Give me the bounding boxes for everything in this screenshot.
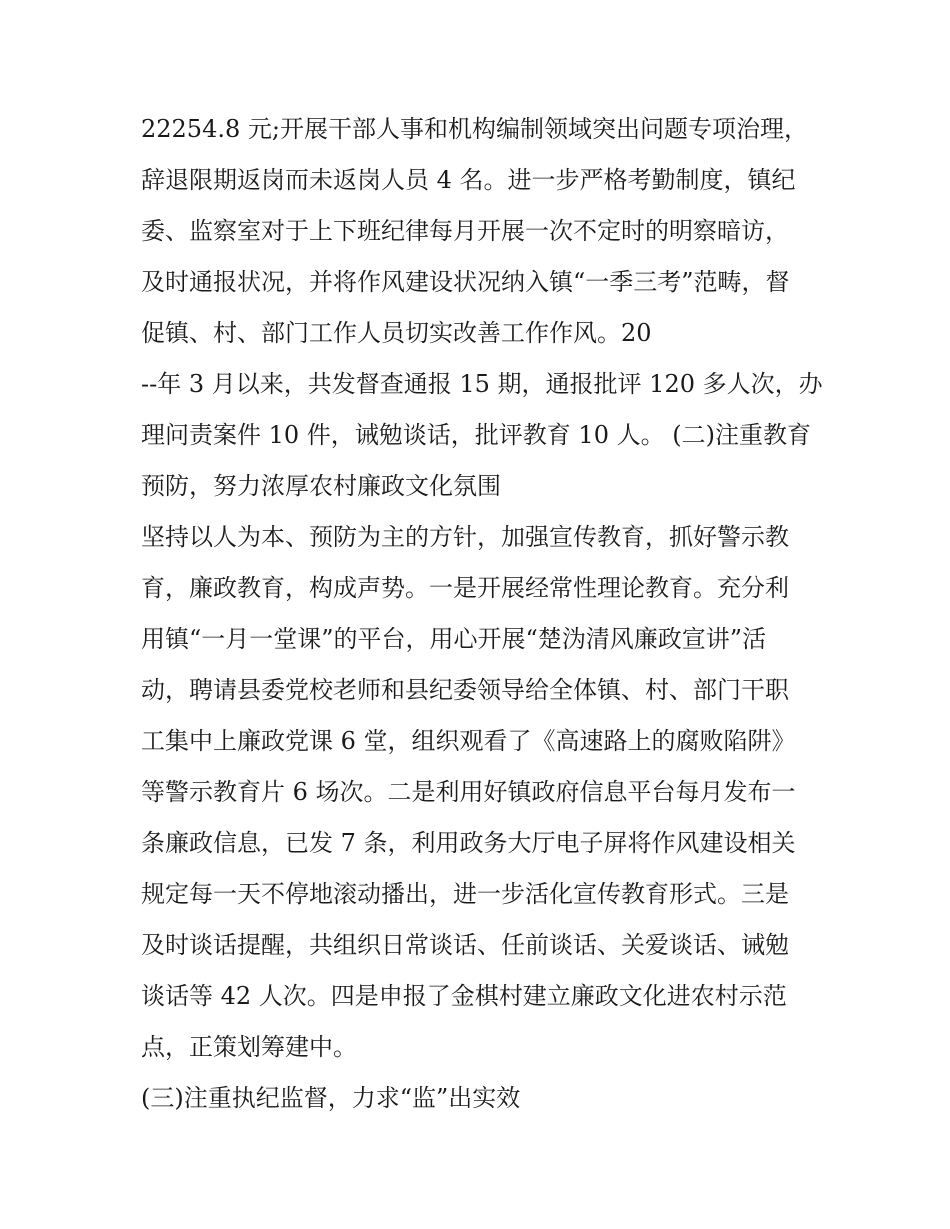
text-line-12: 动，聘请县委党校老师和县纪委领导给全体镇、村、部门干职 (141, 676, 789, 704)
text-line-4: 及时通报状况，并将作风建设状况纳入镇“一季三考”范畴，督 (141, 268, 790, 296)
text-line-11: 用镇“一月一堂课”的平台，用心开展“楚沩清风廉政宣讲”活 (141, 625, 767, 653)
text-line-16: 规定每一天不停地滚动播出，进一步活化宣传教育形式。三是 (141, 880, 789, 908)
text-line-2: 辞退限期返岗而未返岗人员 4 名。进一步严格考勤制度，镇纪 (141, 166, 796, 194)
text-line-5: 促镇、村、部门工作人员切实改善工作作风。20 (141, 319, 652, 347)
text-line-18: 谈话等 42 人次。四是申报了金棋村建立廉政文化进农村示范 (141, 982, 787, 1010)
text-line-1: 22254.8 元;开展干部人事和机构编制领域突出问题专项治理， (141, 115, 808, 143)
text-line-14: 等警示教育片 6 场次。二是利用好镇政府信息平台每月发布一 (141, 778, 796, 806)
text-line-17: 及时谈话提醒，共组织日常谈话、任前谈话、关爱谈话、诫勉 (141, 931, 789, 959)
document-page (141, 104, 821, 1124)
text-line-13: 工集中上廉政党课 6 堂，组织观看了《高速路上的腐败陷阱》 (141, 727, 796, 755)
text-line-10: 育，廉政教育，构成声势。一是开展经常性理论教育。充分利 (141, 574, 789, 602)
text-line-9: 坚持以人为本、预防为主的方针，加强宣传教育，抓好警示教 (141, 523, 789, 551)
text-line-6: --年 3 月以来，共发督查通报 15 期，通报批评 120 多人次，办 (141, 370, 823, 398)
text-line-7: 理问责案件 10 件，诫勉谈话，批评教育 10 人。 (二)注重教育 (141, 421, 811, 449)
section-heading-2: 预防，努力浓厚农村廉政文化氛围 (141, 472, 501, 500)
text-line-19: 点，正策划筹建中。 (141, 1033, 357, 1061)
text-line-15: 条廉政信息，已发 7 条，利用政务大厅电子屏将作风建设相关 (141, 829, 796, 857)
section-heading-3: (三)注重执纪监督，力求“监”出实效 (141, 1084, 521, 1112)
text-line-3: 委、监察室对于上下班纪律每月开展一次不定时的明察暗访， (141, 217, 789, 245)
